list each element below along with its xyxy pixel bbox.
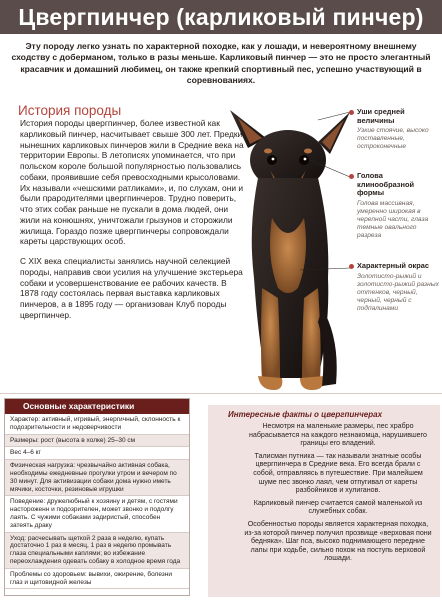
bullet-icon [349,264,354,269]
callout-title: Характерный окрас [357,261,429,270]
intro-paragraph: Эту породу легко узнать по характерной походке, как у лошади, и невероятному внешнему сходству с доберманом, только в разы меньше. Карликовый пинчер — это не просто элегантный красавчик и домашний любимец, он также крепкий спортивный пес, успешно участвующий в соревнованиях. [11,41,431,86]
fact-paragraph: Особенностью породы является характерная походка, из-за которой пинчер получил прозвище «верховая пони бедняка». Шаг пса, высоко поднимающего передние лапы при ходьбе, сильно похож на поступь верховой лошади. [244,519,432,563]
bullet-icon [349,110,354,115]
characteristics-row: Поведение: дружелюбный к хозяину и детям, с гостями настороженн и подозрителен, может звонко и подолгу лаять. С чужими собаками задиристый, способен затеять драку [5,496,189,532]
characteristics-list [5,414,189,589]
history-paragraph: История породы цвергпинчер, более известной как карликовый пинчер, насчитывает свыше 300 лет. Предки нынешних карликовых пинчеров жили в Средние века на территории Европы. В летописях упоминается, что при польском короле большой популярностью пользовались собаки, проявившие себя превосходными крысоловами. Их называли «чешскими ратликами», и, по слухам, они и были прародителями цвергпинчеров. Трудно поверить, что этих собак раньше не пускали в дома людей, они жили на конюшнях, уничтожали грызунов и сторожили жилища. Гораздо позже цвергпинчеры сопровождали кареты царствующих особ. [20,118,244,247]
section-divider [0,393,442,394]
callout-text: Голова массивная, умеренно широкая в черепной части, глаза темные овального разреза [357,199,429,239]
facts-heading: Интересные факты о цвергпинчерах [228,410,383,419]
callout-title: Голова клинообразной формы [357,171,414,198]
characteristics-heading: Основные характеристики [5,399,189,414]
characteristics-row: Проблемы со здоровьем: вывихи, ожирение, болезни глаз и щитовидной железы [5,569,189,590]
characteristics-row: Физическая нагрузка: чрезвычайно активная собака, необходимы ежедневные прогулки утром и вечером по 30 минут. Для активизации собаки дома нужно иметь мячики, косточки, резиновые игрушки [5,460,189,496]
callout-ears [357,108,439,151]
dog-illustration [218,108,368,400]
facts-box [208,405,440,597]
characteristics-box [4,398,190,596]
history-text [20,118,244,330]
facts-text [208,419,440,563]
characteristics-row: Размеры: рост (высота в холке) 25–30 см [5,435,189,448]
fact-paragraph: Карликовый пинчер считается самой маленькой из служебных собак. [253,498,423,516]
callout-head [357,172,439,240]
callout-title: Уши средней величины [357,107,405,125]
page-title: Цвергпинчер (карликовый пинчер) [0,0,442,34]
characteristics-row: Уход: расчесывать щеткой 2 раза в неделю, купать достаточно 1 раз в месяц, 1 раз в неделю промывать глаза специальными каплями; во избежание переохлаждения одевать собаку в холодное время года [5,533,189,569]
callout-text: Золотисто-рыжий и золотисто-рыжий разных оттенков, черный, черный, черный с подпалинами [357,272,439,312]
characteristics-row: Вес 4–6 кг [5,447,189,460]
characteristics-row: Характер: активный, игривый, энергичный, склонность к подозрительности и недоверчивости [5,414,189,435]
dog-photo [218,108,368,400]
callout-color [357,262,439,313]
bullet-icon [349,174,354,179]
fact-paragraph: Несмотря на маленькие размеры, пес храбро набрасывается на каждого незнакомца, нарушившего границы его владений. [248,422,428,448]
history-heading: История породы [18,103,122,118]
callout-text: Узкие стоячие, высоко поставленные, остроконечные [357,127,429,151]
history-paragraph: С XIX века специалисты занялись научной селекцией породы, направив свои усилия на улучшение экстерьера собаки и усовершенствование ее рабочих качеств. В 1878 году состоялась первая выставка карликовых пинчеров, а в 1895 году — организован Клуб породы цвергпинчер. [20,256,243,320]
fact-paragraph: Талисман путника — так называли знатные особы цвергпинчера в Средние века. Его всегда брали с собой, отправляясь в путешествие. При малейшем шуме пес звонко лаял, чем отпугивал от кареты разбойников и хулиганов. [253,451,423,495]
